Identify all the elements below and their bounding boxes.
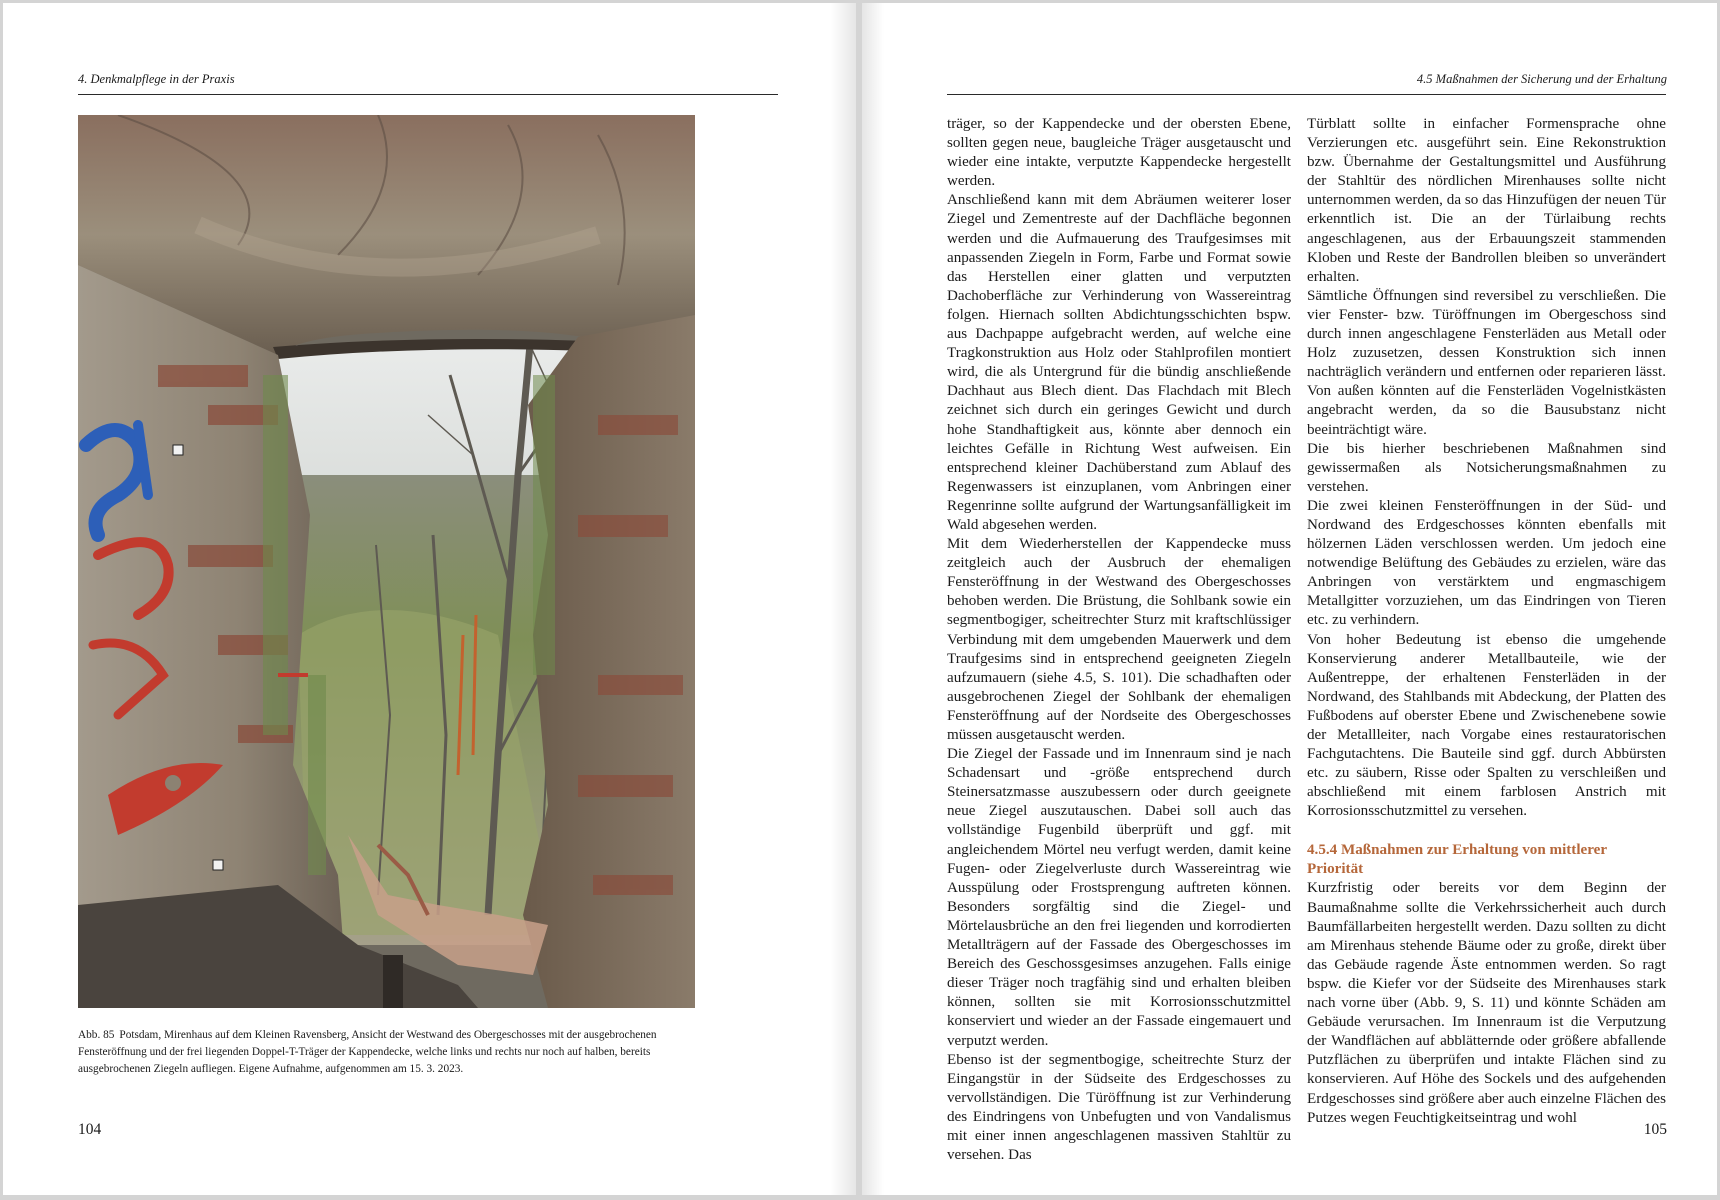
paragraph: Die bis hierher beschriebenen Maßnahmen sind gewissermaßen als Notsicherungsmaßnahmen zu verstehen. <box>1307 440 1666 495</box>
paragraph: Ebenso ist der segmentbogige, scheitrechte Sturz der Eingangstür in der Südseite des Erdgeschosses zu vervollständigen. Die Türöffnung ist zur Verhinderung des Eindringens von Unbefugten und von Vandalismus mit einer innen angeschlagenen massiven Stahltür zu versehen. Das <box>947 1051 1291 1164</box>
page-number-left: 104 <box>78 1121 102 1138</box>
caption-label: Abb. 85 <box>78 1029 115 1041</box>
text-column-2 <box>1307 115 1666 1128</box>
right-page <box>862 3 1717 1195</box>
left-page <box>3 3 856 1195</box>
paragraph: Anschließend kann mit dem Abräumen weiterer loser Ziegel und Zementreste auf der Dachfläche begonnen werden und die Aufmauerung des Traufgesimses mit anpassenden Ziegeln in Form, Farbe und Format sowie das Herstellen einer glatten und verputzten Dachoberfläche zur Verhinderung von Wassereintrag folgen. Hiernach sollten Abdichtungsschichten bspw. aus Dachpappe aufgebracht werden, auf welche eine Tragkonstruktion aus Holz oder Stahlprofilen montiert wird, die als Untergrund für die bündig anschließende Dachhaut aus Blech dient. Das Flachdach mit Blech zeichnet sich durch ein geringes Gewicht und durch hohe Standhaftigkeit aus, könnte aber dennoch ein leichtes Gefälle in Richtung West aufweisen. Ein entsprechend kleiner Dachüberstand zum Ablauf des Regenwassers ist einzuplanen, vom Anbringen einer Regenrinne sollte aufgrund der Wartungsanfälligkeit im Wald abgesehen werden. <box>947 192 1291 533</box>
header-rule <box>78 94 778 95</box>
figure-caption <box>78 1027 668 1078</box>
paragraph: Kurzfristig oder bereits vor dem Beginn der Baumaßnahme sollte die Verkehrssicherheit auch durch Baumfällarbeiten hergestellt werden. Dazu sollten zu dicht am Mirenhaus stehende Bäume oder zu große, direkt über das Gebäude ragende Äste entnommen werden. So ragt bspw. die Kiefer vor der Südseite des Mirenhauses stark nach vorne über (Abb. 9, S. 11) und könnte Schäden am Gebäude verursachen. Im Innenraum ist die Verputzung der Wandflächen auf abblätternde oder größere abfallende Putzflächen zu überprüfen und intakte Flächen sind zu konservieren. Auf Höhe des Sockels und des aufgehenden Erdgeschosses sind größere aber auch einzelne Flächen des Putzes wegen Feuchtigkeitseintrag und wohl <box>1307 880 1666 1126</box>
photo-illustration <box>78 115 695 1008</box>
section-subheading: 4.5.4 Maßnahmen zur Erhaltung von mittlerer Priorität <box>1307 842 1607 878</box>
paragraph: träger, so der Kappendecke und der obersten Ebene, sollten gegen neue, baugleiche Träger ausgetauscht und wieder eine intakte, verputzte Kappendecke hergestellt werden. <box>947 116 1291 190</box>
paragraph: Türblatt sollte in einfacher Formensprache ohne Verzierungen etc. ausgeführt sein. Eine Rekonstruktion bzw. Übernahme der Gestaltungsmittel und Ausführung der Stahltür des nördlichen Mirenhauses sollte nicht unternommen werden, da so das Hinzufügen der neuen Tür erkenntlich ist. Die an der Türlaibung rechts angeschlagenen, aus der Erbauungszeit stammenden Kloben und Reste der Bandrollen bleiben so unverändert erhalten. <box>1307 116 1666 285</box>
text-column-1 <box>947 115 1291 1165</box>
running-head-left: 4. Denkmalpflege in der Praxis <box>78 72 235 86</box>
header-rule <box>947 94 1666 95</box>
paragraph: Die zwei kleinen Fensteröffnungen in der Süd- und Nordwand des Erdgeschosses könnten ebenfalls mit hölzernen Läden verschlossen werden. Um jedoch eine notwendige Belüftung des Gebäudes zu erzielen, wäre das Anbringen von verstärktem und engmaschigem Metallgitter vorzuziehen, um das Eindringen von Tieren etc. zu verhindern. <box>1307 497 1666 629</box>
running-head-right: 4.5 Maßnahmen der Sicherung und der Erhaltung <box>1416 72 1667 86</box>
caption-text: Potsdam, Mirenhaus auf dem Kleinen Ravensberg, Ansicht der Westwand des Obergeschosses mit der ausgebrochenen Fensteröffnung und der frei liegenden Doppel-T-Träger der Kappendecke, welche links und rechts nur noch auf halben, bereits ausgebrochenen Ziegeln aufliegen. Eigene Aufnahme, aufgenommen am 15. 3. 2023. <box>78 1029 657 1075</box>
paragraph: Von hoher Bedeutung ist ebenso die umgehende Konservierung anderer Metallbauteile, wie der Außentreppe, der erhaltenen Fensterläden in der Nordwand, des Stahlbands mit Abdeckung, der Platten des Fußbodens auf oberster Ebene und Zwischenebene sowie der Metallleiter, nach Vorgabe eines restauratorischen Fachgutachtens. Die Bauteile sind ggf. durch Abbürsten etc. zu säubern, Risse oder Spalten zu verschleißen und abschließend mit einem farblosen Anstrich mit Korrosionsschutzmittel zu versehen. <box>1307 631 1666 820</box>
paragraph: Die Ziegel der Fassade und im Innenraum sind je nach Schadensart und -größe entsprechend durch Steinersatzmasse auszubessern oder durch geeignete neue Ziegel auszutauschen. Dabei soll auch das vollständige Fugenbild überprüft und ggf. mit angleichendem Mörtel neu verfugt werden, damit keine Fugen- oder Ziegelverluste durch Wassereintrag wie Ausspülung oder Frostsprengung auftreten können. Besonders sorgfältig sind die Ziegel- und Mörtelausbrüche an den frei liegenden und korrodierten Metallträgern auf der Fassade des Obergeschosses im Bereich des Geschossgesimses anzugehen. Falls einige dieser Träger noch tragfähig sind und erhalten bleiben können, sollten sie mit Korrosionsschutzmittel konserviert und wieder an der Fassade eingemauert und verputzt werden. <box>947 746 1291 1049</box>
gutter-shadow <box>862 3 884 1195</box>
page-number-right: 105 <box>1643 1121 1667 1138</box>
figure-photo <box>78 115 695 1008</box>
gutter-shadow <box>830 3 856 1195</box>
paragraph: Mit dem Wiederherstellen der Kappendecke muss zeitgleich auch der Ausbruch der ehemaligen Fensteröffnung in der Westwand des Obergeschosses behoben werden. Die Brüstung, die Sohlbank sowie ein segmentbogiger, scheitrechter Sturz mit kraftschlüssiger Verbindung mit dem umgebenden Mauerwerk und dem Traufgesims sind in entsprechend geeigneten Ziegeln aufzumauern (siehe 4.5, S. 101). Die schadhaften oder ausgebrochenen Ziegel der Sohlbank der ehemaligen Fensteröffnung auf der Nordseite des Obergeschosses müssen ausgetauscht werden. <box>947 536 1291 743</box>
paragraph: Sämtliche Öffnungen sind reversibel zu verschließen. Die vier Fenster- bzw. Türöffnungen im Obergeschoss sind durch innen angeschlagene Fensterläden aus Metall oder Holz zuzusetzen, dessen Konstruktion sich innen nachträglich verändern und entfernen oder reparieren lässt. Von außen könnten auf die Fensterläden Vogelnistkästen angebracht werden, da so die Bausubstanz nicht beeinträchtigt wäre. <box>1307 287 1666 438</box>
